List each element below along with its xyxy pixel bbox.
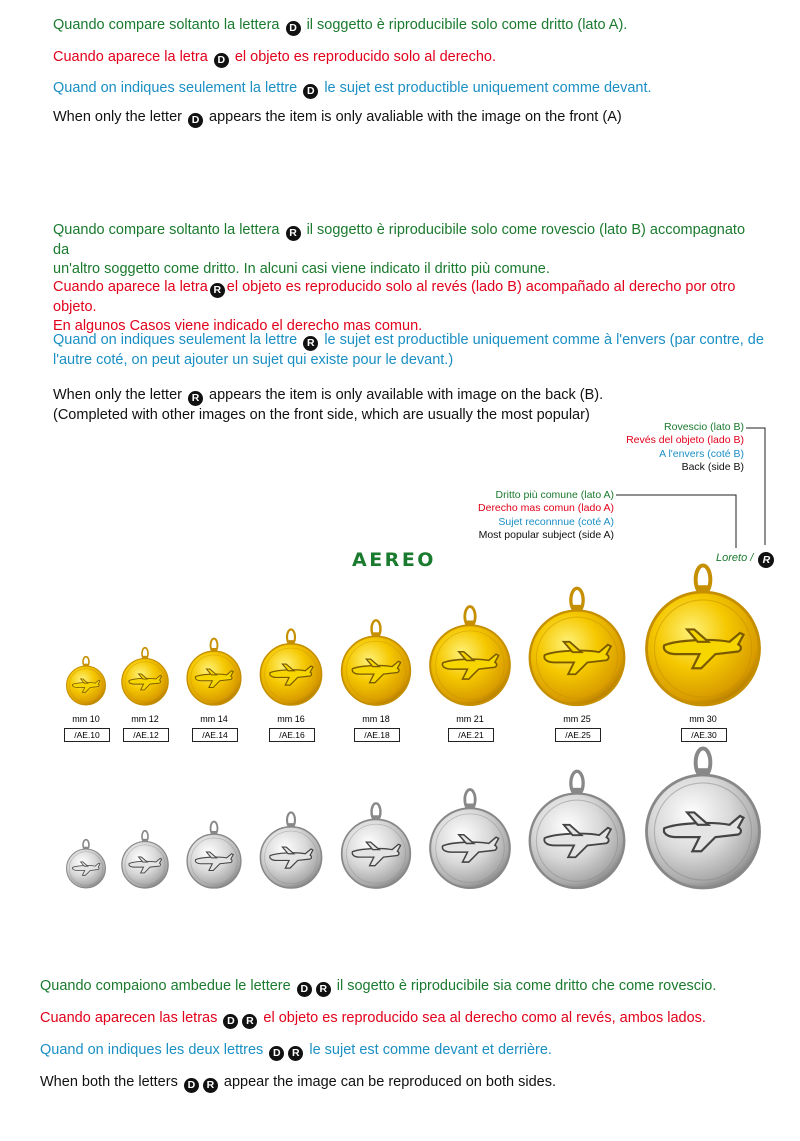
silver-medal-10 — [67, 840, 106, 888]
letter-r-badge: R — [210, 283, 225, 298]
letter-r-badge: R — [286, 226, 301, 241]
legend-front-spanish: Derecho mas comun (lado A) — [478, 502, 614, 515]
intro-d-spanish-pre: Cuando aparece la letra — [53, 49, 208, 65]
medal-size-label: mm 18 — [362, 714, 390, 724]
outro-italian — [40, 977, 716, 997]
silver-medal-18 — [342, 803, 411, 888]
outro-italian-pre: Quando compaiono ambedue le lettere — [40, 978, 291, 994]
outro-spanish-pre: Cuando aparecen las letras — [40, 1010, 218, 1026]
medal-size-label: mm 12 — [131, 714, 159, 724]
gold-medal-30 — [647, 565, 760, 705]
outro-english-post: appear the image can be reproduced on both sides. — [223, 1074, 557, 1090]
silver-medal-12 — [122, 831, 168, 888]
medal-code-label: /AE.30 — [681, 728, 727, 742]
gold-medal-10 — [67, 657, 106, 705]
intro-d-spanish-post: el objeto es reproducido solo al derecho. — [234, 49, 497, 65]
legend-front-english: Most popular subject (side A) — [478, 528, 614, 541]
intro-r-italian-post: il soggetto è riproducibile solo come rovescio (lato B) accompagnato da — [53, 222, 746, 258]
silver-medal-21 — [430, 790, 510, 888]
letter-d-badge: D — [214, 53, 229, 68]
gold-medal-18 — [342, 620, 411, 705]
silver-medal-30 — [647, 748, 760, 888]
letter-d-badge: D — [297, 982, 312, 997]
intro-r-spanish-post: el objeto es reproducido solo al revés (lado B) acompañado al derecho por otro objeto. — [53, 279, 736, 315]
intro-d-italian-pre: Quando compare soltanto la lettera — [53, 17, 280, 33]
medal-size-label: mm 21 — [456, 714, 484, 724]
intro-d-italian-post: il soggetto è riproducibile solo come dritto (lato A). — [306, 17, 628, 33]
intro-r-french-line2: l'autre coté, on peut ajouter un sujet qui existe pour le devant.) — [53, 352, 454, 368]
outro-english — [40, 1073, 556, 1093]
medal-code-label: /AE.14 — [192, 728, 238, 742]
gold-medal-21 — [430, 607, 510, 705]
medal-size-label: mm 16 — [277, 714, 305, 724]
medal-code-label: /AE.25 — [555, 728, 601, 742]
outro-english-pre: When both the letters — [40, 1074, 178, 1090]
intro-d-french-post: le sujet est productible uniquement comme devant. — [324, 80, 652, 96]
medal-code-label: /AE.18 — [354, 728, 400, 742]
letter-d-badge: D — [184, 1078, 199, 1093]
intro-r-english-pre: When only the letter — [53, 387, 182, 403]
intro-r-italian-pre: Quando compare soltanto la lettera — [53, 222, 280, 238]
medal-code-label: /AE.12 — [123, 728, 169, 742]
letter-d-badge: D — [223, 1014, 238, 1029]
gold-medal-14 — [187, 639, 241, 705]
medal-size-label: mm 10 — [72, 714, 100, 724]
letter-r-badge: R — [188, 391, 203, 406]
gold-medal-16 — [260, 629, 321, 705]
letter-d-badge: D — [303, 84, 318, 99]
letter-r-badge: R — [303, 336, 318, 351]
silver-medal-25 — [530, 771, 625, 888]
letter-d-badge: D — [269, 1046, 284, 1061]
legend-back-french: A l'envers (coté B) — [659, 447, 744, 460]
intro-r-english-line2: (Completed with other images on the front side, which are usually the most popular) — [53, 407, 590, 423]
intro-r-french-pre: Quand on indiques seulement la lettre — [53, 332, 298, 348]
legend-front-french: Sujet reconnnue (coté A) — [498, 515, 614, 528]
product-title: AEREO — [352, 549, 436, 571]
intro-r-french-post: le sujet est productible uniquement comme à l'envers (par contre, de — [324, 332, 764, 348]
intro-d-french-pre: Quand on indiques seulement la lettre — [53, 80, 298, 96]
loreto-label-text: Loreto / — [716, 552, 754, 564]
letter-r-badge: R — [242, 1014, 257, 1029]
outro-spanish-post: el objeto es reproducido sea al derecho como al revés, ambos lados. — [263, 1010, 706, 1026]
medal-code-label: /AE.16 — [269, 728, 315, 742]
outro-french-pre: Quand on indiques les deux lettres — [40, 1042, 264, 1058]
outro-french-post: le sujet est comme devant et derrière. — [309, 1042, 552, 1058]
intro-r-english-post: appears the item is only available with image on the back (B). — [209, 387, 604, 403]
intro-d-english-pre: When only the letter — [53, 109, 182, 125]
silver-medal-16 — [260, 812, 321, 888]
medal-code-label: /AE.21 — [448, 728, 494, 742]
gold-medal-25 — [530, 588, 625, 705]
letter-r-badge: R — [288, 1046, 303, 1061]
intro-d-english-post: appears the item is only avaliable with the image on the front (A) — [209, 109, 622, 125]
medal-size-label: mm 14 — [200, 714, 228, 724]
medal-size-label: mm 30 — [689, 714, 717, 724]
silver-medal-14 — [187, 822, 241, 888]
legend-front-italian: Dritto più comune (lato A) — [495, 489, 614, 501]
gold-medal-12 — [122, 648, 168, 705]
medal-size-label: mm 25 — [563, 714, 591, 724]
letter-d-badge: D — [286, 21, 301, 36]
letter-r-badge: R — [316, 982, 331, 997]
outro-french — [40, 1041, 552, 1061]
legend-back-italian: Rovescio (lato B) — [664, 421, 744, 433]
back-letter-badge: R — [758, 552, 774, 568]
letter-r-badge: R — [203, 1078, 218, 1093]
intro-r-spanish-line2: En algunos Casos viene indicado el derecho mas comun. — [53, 318, 423, 334]
letter-d-badge: D — [188, 113, 203, 128]
intro-r-spanish-pre: Cuando aparece la letra — [53, 279, 208, 295]
legend-back-english: Back (side B) — [681, 460, 744, 473]
legend-back-spanish: Revés del objeto (lado B) — [626, 434, 744, 447]
intro-r-italian-line2: un'altro soggetto come dritto. In alcuni casi viene indicato il dritto più comune. — [53, 261, 550, 277]
outro-spanish — [40, 1009, 706, 1029]
medal-code-label: /AE.10 — [64, 728, 110, 742]
outro-italian-post: il sogetto è riproducibile sia come dritto che come rovescio. — [336, 978, 717, 994]
